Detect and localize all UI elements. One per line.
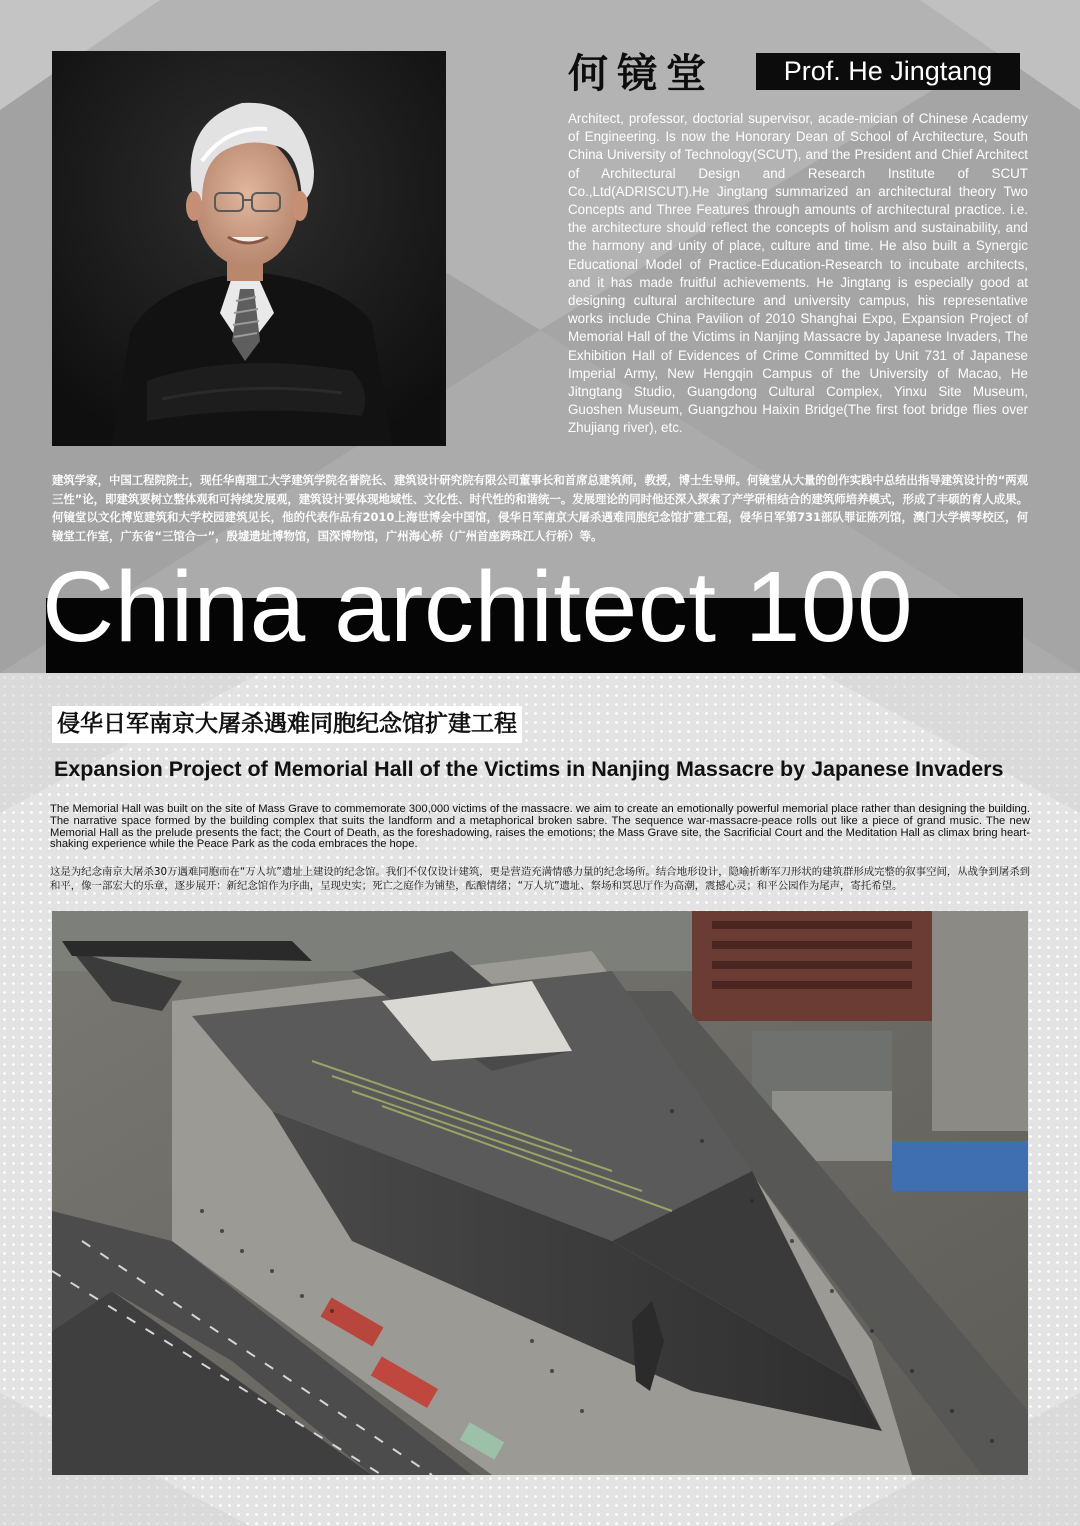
architect-name-en: Prof. He Jingtang <box>756 53 1020 90</box>
memorial-aerial-photo <box>52 911 1028 1475</box>
bio-english: Architect, professor, doctorial supervisor, acade-mician of Chinese Academy of Engineering. Is now the Honorary Dean of School of Architecture, South China University of Technology(SCUT), and the President and Chief Architect of Architectural Design and Research Institute of SCUT Co.,Ltd(ADRISCUT).He Jingtang summarized an architectural theory Two Concepts and Three Features through amounts of architectural practice. i.e. the architecture should reflect the concepts of holism and sustainability, and the harmony and unity of place, culture and time. He also built a Synergic Educational Model of Practice-Education-Research to incubate architects, and it has made fruitful achievements. He Jingtang is especially good at designing cultural architecture and university campus, his representative works include China Pavilion of 2010 Shanghai Expo, Expansion Project of Memorial Hall of the Victims in Nanjing Massacre by Japanese Invaders, The Exhibition Hall of Evidences of Crime Committed by Unit 731 of Japanese Imperial Army, New Hengqin Campus of the University of Macao, He Jitngtang Studio, Guangdong Cultural Complex, Yinxu Site Museum, Guoshen Museum, Guangzhou Haixin Bridge(The first foot bridge flies over Zhujiang river), etc. <box>568 111 1028 436</box>
project-title-cn-box <box>52 706 522 743</box>
project-description-en: The Memorial Hall was built on the site of Mass Grave to commemorate 300,000 victims of the massacre. we aim to create an emotionally powerful memorial place rather than designing the building. The narrative space formed by the building complex that suits the landform and a metaphorical broken sabre. The sequence war-massacre-peace rolls out like a piece of grand music. The new Memorial Hall as the prelude presents the fact; the Court of Death, as the foreshadowing, raises the emotions; the Mass Grave site, the Sacrificial Court and the Meditation Hall as climax bring heart-shaking experience while the Peace Park as the coda embraces the hope. <box>50 803 1030 851</box>
bio-chinese: 建筑学家，中国工程院院士，现任华南理工大学建筑学院名誉院长、建筑设计研究院有限公司董事长和首席总建筑师，教授，博士生导师。何镜堂从大量的创作实践中总结出指导建筑设计的“两观三性”论，即建筑要树立整体观和可持续发展观，建筑设计要体现地域性、文化性、时代性的和谐统一。发展理论的同时他还深入探索了产学研相结合的建筑师培养模式，形成了丰硕的育人成果。何镜堂以文化博览建筑和大学校园建筑见长，他的代表作品有2010上海世博会中国馆，侵华日军南京大屠杀遇难同胞纪念馆扩建工程，侵华日军第731部队罪证陈列馆，澳门大学横琴校区，何镜堂工作室，广东省“三馆合一”，殷墟遗址博物馆，国深博物馆，广州海心桥（广州首座跨珠江人行桥）等。 <box>52 473 1028 543</box>
banner-title: China architect 100 <box>42 551 914 663</box>
project-title-cn: 侵华日军南京大屠杀遇难同胞纪念馆扩建工程 <box>57 711 517 737</box>
project-title-en: Expansion Project of Memorial Hall of the Victims in Nanjing Massacre by Japanese Invaders <box>54 757 1004 781</box>
portrait-photo <box>52 51 446 446</box>
project-description-cn: 这是为纪念南京大屠杀30万遇难同胞而在“万人坑”遗址上建设的纪念馆。我们不仅仅设计建筑，更是营造充满情感力量的纪念场所。结合地形设计，隐喻折断军刀形状的建筑群形成完整的叙事空间，从战争到屠杀到和平，像一部宏大的乐章，逐步展开：新纪念馆作为序曲，呈现史实；死亡之庭作为铺垫，酝酿情绪；“万人坑”遗址、祭场和冥思厅作为高潮，震撼心灵；和平公园作为尾声，寄托希望。 <box>50 866 1030 892</box>
architect-name-cn: 何镜堂 <box>568 51 715 97</box>
